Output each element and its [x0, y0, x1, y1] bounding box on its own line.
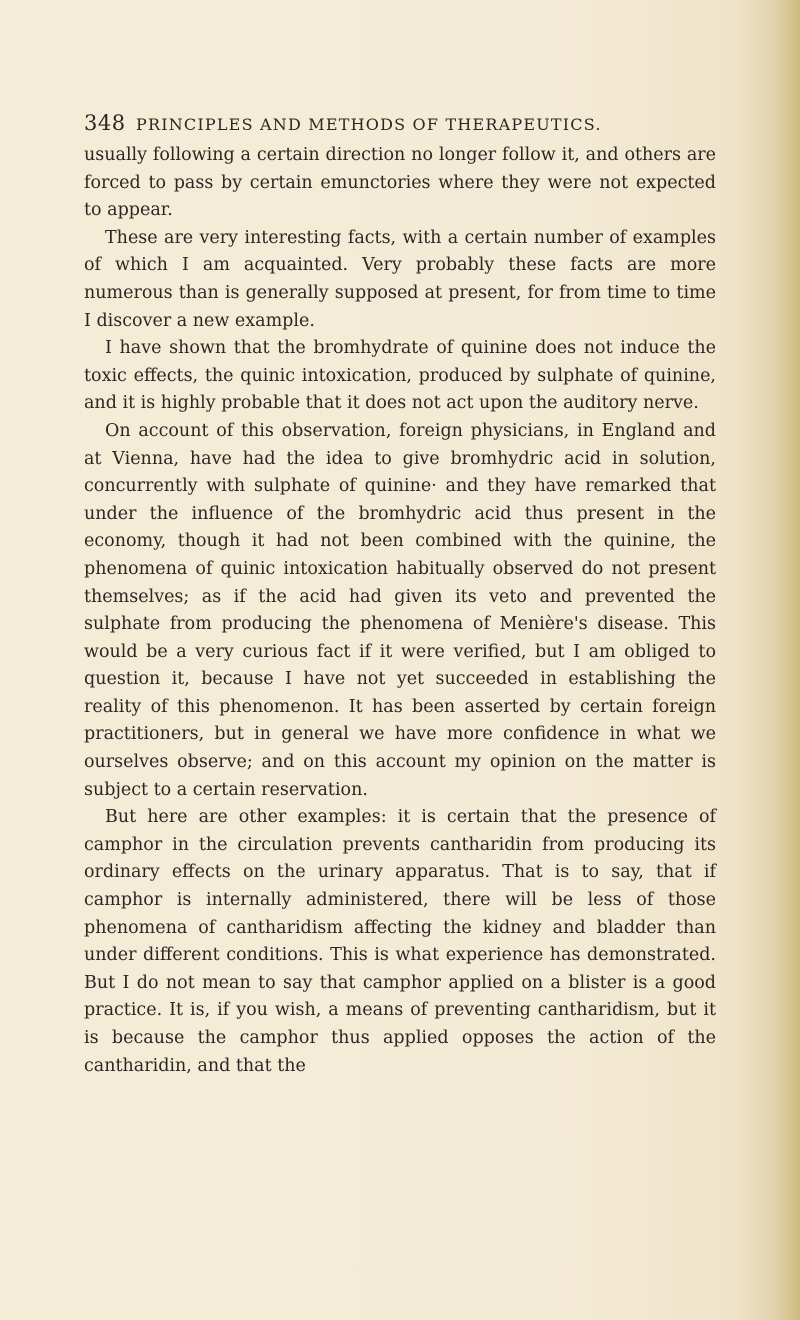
page-number: 348: [84, 111, 126, 135]
paragraph: But here are other examples: it is certain that the presence of camphor in the circulation prevents cantharidin from producing its ordinary effects on the urinary apparatus. That is to say, that if camphor is internally administered, there will be less of those phenomena of cantharidism affecting the kidney and bladder than under different conditions. This is what experience has demonstrated. But I do not mean to say that camphor applied on a blister is a good practice. It is, if you wish, a means of preventing cantharidism, but it is because the camphor thus applied opposes the action of the cantharidin, and that the: [84, 807, 716, 1076]
page-header: [84, 109, 716, 137]
paragraph: I have shown that the bromhydrate of quinine does not induce the toxic effects, the quinic intoxication, produced by sulphate of quinine, and it is highly probable that it does not act upon the auditory nerve.: [84, 338, 716, 414]
paragraph: On account of this observation, foreign physicians, in England and at Vienna, have had the idea to give bromhydric acid in solution, concurrently with sulphate of quinine· and they have remarked that under the influence of the bromhydric acid thus present in the economy, though it had not been combined with the quinine, the phenomena of quinic intoxication habitually observed do not present themselves; as if the acid had given its veto and prevented the sulphate from producing the phenomena of Menière's disease. This would be a very curious fact if it were verified, but I am obliged to question it, because I have not yet succeeded in establishing the reality of this phenomenon. It has been asserted by certain foreign practitioners, but in general we have more confidence in what we ourselves observe; and on this account my opinion on the matter is subject to a certain reservation.: [84, 420, 716, 800]
page-edge-stain: [774, 0, 800, 1320]
paragraph: usually following a certain direction no longer follow it, and others are forced to pass by certain emunctories where they were not expected to appear.: [84, 145, 716, 221]
body-text: [84, 142, 716, 1080]
running-title: PRINCIPLES AND METHODS OF THERAPEUTICS.: [136, 115, 602, 134]
paragraph: These are very interesting facts, with a certain number of examples of which I am acquainted. Very probably these facts are more numerous than is generally supposed at present, for from time to time I discover a new example.: [84, 227, 716, 331]
